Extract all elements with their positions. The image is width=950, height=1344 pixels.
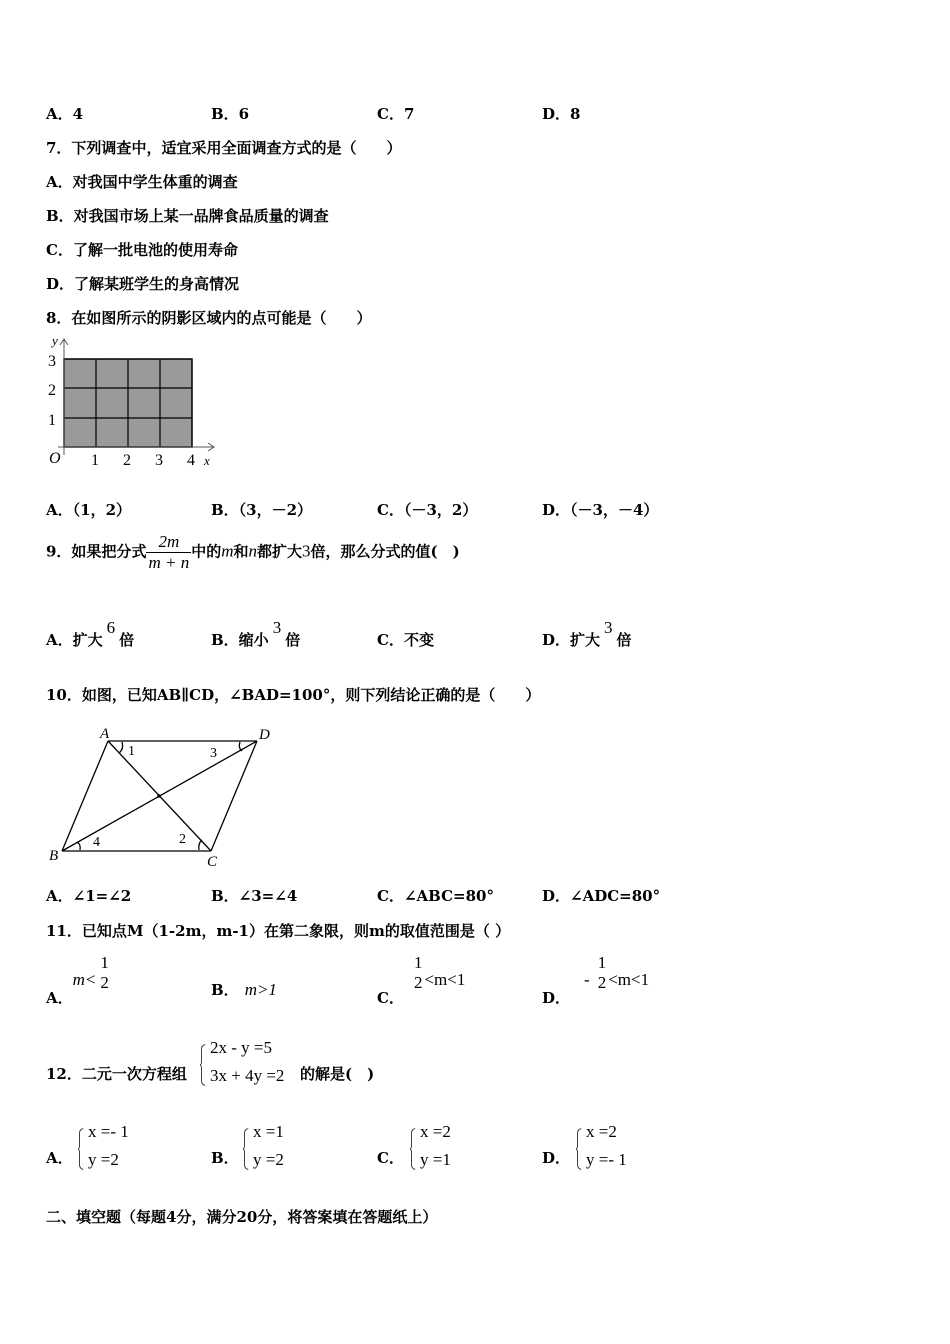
- q10-angle-4: 4: [93, 835, 100, 850]
- q9-times: 3: [302, 541, 311, 561]
- q11-d-rhs: <m<1: [608, 970, 650, 989]
- q10-stem: 10．如图，已知AB∥CD，∠BAD=100°，则下列结论正确的是（ ）: [46, 686, 541, 704]
- q9-d-num: 3: [604, 618, 613, 637]
- q12-option-b: [243, 1121, 333, 1177]
- q12-option-c-label: C．: [377, 1149, 404, 1167]
- q12-a1: x =- 1: [88, 1122, 129, 1141]
- q10-angle-3: 3: [210, 746, 217, 761]
- q10-option-d: D．∠ADC=80°: [542, 887, 661, 905]
- q9-d-pre: D．扩大: [542, 631, 601, 649]
- q9-fraction-denominator: m + n: [148, 553, 190, 572]
- q12-system: [200, 1037, 300, 1093]
- q10-angle-1: 1: [128, 744, 135, 759]
- q7-stem: 7．下列调查中，适宜采用全面调查方式的是（ ）: [46, 139, 402, 157]
- q11-a-label: A．: [46, 989, 73, 1007]
- q6-option-d: D．8: [542, 105, 581, 123]
- q10-option-c: C．∠ABC=80°: [377, 887, 494, 905]
- q9-option-d: [542, 618, 632, 650]
- q12-c-brace-icon: [410, 1121, 416, 1177]
- q7-option-b: B．对我国市场上某一品牌食品质量的调查: [46, 207, 329, 225]
- q9-var-m: m: [221, 541, 234, 561]
- q11-option-d: [542, 953, 650, 1007]
- q11-c-den: 2: [413, 973, 423, 992]
- q9-b-pre: B．缩小: [211, 631, 269, 649]
- q10-arc-1: [119, 742, 123, 753]
- q12-b1: x =1: [253, 1122, 284, 1141]
- q10-option-b: B．∠3=∠4: [211, 887, 298, 905]
- q8-x-label: x: [204, 453, 210, 468]
- q8-y-label: y: [52, 335, 58, 348]
- q10-option-a: A．∠1=∠2: [46, 887, 132, 905]
- q12-b2: y =2: [253, 1150, 284, 1169]
- q7-option-a: A．对我国中学生体重的调查: [46, 173, 238, 191]
- q11-option-b: [211, 979, 277, 1000]
- q8-shaded-grid-figure: [44, 335, 219, 470]
- q12-eq1: 2x - y =5: [210, 1038, 272, 1057]
- q7-option-c: C．了解一批电池的使用寿命: [46, 241, 238, 259]
- q12-a2: y =2: [88, 1150, 119, 1169]
- q8-y-tick-2: 2: [48, 382, 56, 399]
- q12-option-c: [410, 1121, 500, 1177]
- q10-label-a: A: [100, 726, 110, 742]
- q10-arc-4: [77, 842, 80, 850]
- q8-option-d: D．（－3，－4）: [542, 501, 659, 519]
- q11-b-label: B．: [211, 981, 239, 999]
- q12-prefix: 12．二元一次方程组: [46, 1065, 187, 1083]
- q12-d1: x =2: [586, 1122, 617, 1141]
- q8-option-a: A．（1，2）: [46, 501, 132, 519]
- q10-parallelogram-figure: [44, 722, 284, 872]
- q12-option-b-label: B．: [211, 1149, 239, 1167]
- q12-a-brace-icon: [78, 1121, 84, 1177]
- q8-x-tick-4: 4: [187, 452, 195, 469]
- q11-option-c: [377, 953, 466, 1007]
- q6-option-c: C．7: [377, 105, 415, 123]
- q9-fraction: [146, 532, 191, 573]
- q10-segment-ab: [62, 741, 108, 851]
- q9-a-pre: A．扩大: [46, 631, 103, 649]
- q9-mid3: 都扩大: [257, 542, 303, 561]
- q12-c1: x =2: [420, 1122, 451, 1141]
- q12-suffix: 的解是( ): [300, 1065, 375, 1083]
- q8-option-c: C．（－3，2）: [377, 501, 478, 519]
- q12-option-d-label: D．: [542, 1149, 571, 1167]
- q10-label-b: B: [49, 848, 59, 864]
- q11-d-sign: -: [584, 970, 590, 989]
- q9-var-n: n: [248, 541, 258, 561]
- q8-x-tick-2: 2: [123, 452, 131, 469]
- q9-suffix: 倍，那么分式的值( ): [310, 542, 460, 561]
- q12-option-a: [78, 1121, 168, 1177]
- q8-option-b: B．（3，－2）: [211, 501, 313, 519]
- q9-prefix: 9．如果把分式: [46, 542, 147, 561]
- q9-option-c: C．不变: [377, 631, 434, 649]
- q9-option-a: [46, 618, 135, 650]
- q9-b-post: 倍: [285, 631, 301, 649]
- q12-option-d: [576, 1121, 666, 1177]
- q12-eq2: 3x + 4y =2: [210, 1066, 285, 1085]
- q11-c-num: 1: [413, 953, 423, 972]
- q10-intersection-point: [157, 794, 161, 798]
- q6-option-b: B．6: [211, 105, 250, 123]
- q11-a-den: 2: [100, 973, 109, 992]
- q8-origin-label: O: [49, 450, 61, 467]
- q9-b-num: 3: [272, 618, 282, 637]
- q8-x-tick-3: 3: [155, 452, 163, 469]
- q11-a-num: 1: [100, 953, 109, 972]
- q11-option-a: [46, 953, 111, 1007]
- q11-c-rhs: <m<1: [424, 970, 466, 989]
- q12-b-brace-icon: [243, 1121, 249, 1177]
- q12-d-brace-icon: [576, 1121, 582, 1177]
- q12-d2: y =- 1: [586, 1150, 627, 1169]
- q11-d-label: D．: [542, 989, 571, 1007]
- q12-c2: y =1: [420, 1150, 451, 1169]
- q11-d-num: 1: [597, 953, 607, 972]
- q8-stem: 8．在如图所示的阴影区域内的点可能是（ ）: [46, 309, 372, 327]
- q12-option-a-label: A．: [46, 1149, 73, 1167]
- q12-brace-icon: [200, 1037, 206, 1093]
- q10-label-c: C: [207, 854, 218, 870]
- q8-y-tick-3: 3: [48, 353, 56, 370]
- q10-angle-2: 2: [179, 832, 186, 847]
- q11-b-expr: m>1: [244, 980, 277, 999]
- q6-option-a: A．4: [46, 105, 84, 123]
- section-2-heading: 二、填空题（每题4分，满分20分，将答案填在答题纸上）: [46, 1208, 438, 1226]
- q8-x-tick-1: 1: [91, 452, 99, 469]
- q10-segment-dc: [211, 741, 257, 851]
- q9-mid1: 中的: [191, 542, 222, 561]
- q9-mid2: 和: [233, 542, 249, 561]
- q11-c-label: C．: [377, 989, 404, 1007]
- q9-a-num: 6: [106, 618, 116, 637]
- q9-option-b: [211, 618, 301, 650]
- q11-a-lhs: m<: [72, 970, 97, 989]
- q10-label-d: D: [259, 727, 270, 743]
- q8-y-tick-1: 1: [48, 412, 56, 429]
- q9-fraction-numerator: 2m: [158, 532, 180, 551]
- q9-stem: [46, 532, 460, 573]
- q11-stem: 11．已知点M（1-2m，m-1）在第二象限，则m的取值范围是（ ）: [46, 922, 511, 940]
- q9-d-post: 倍: [616, 631, 632, 649]
- q9-a-post: 倍: [119, 631, 135, 649]
- q7-option-d: D．了解某班学生的身高情况: [46, 275, 240, 293]
- q11-d-den: 2: [597, 973, 607, 992]
